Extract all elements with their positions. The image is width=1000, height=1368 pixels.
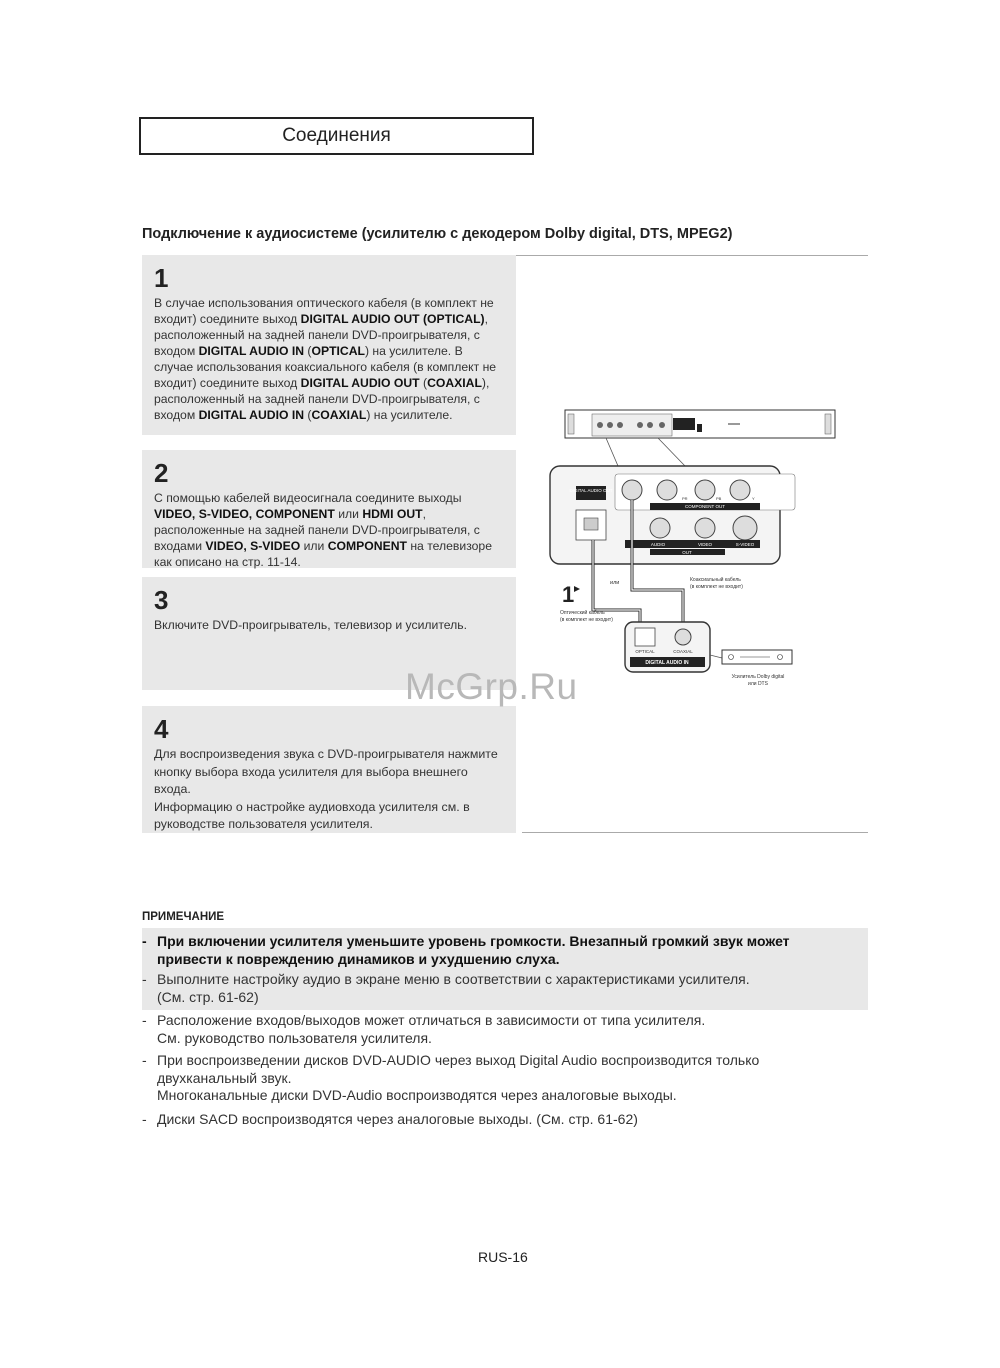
step-4-panel [142, 706, 516, 833]
coax-cable-note: (в комплект не входит) [690, 584, 743, 590]
audio-label: AUDIO [650, 542, 666, 547]
step-text: Включите DVD-проигрыватель, телевизор и усилитель. [154, 618, 468, 632]
amp-label: Усилитель Dolby digital [731, 674, 785, 680]
dvd-player-rear [565, 410, 835, 438]
component-out-label: COMPONENT OUT [685, 504, 725, 509]
amp-label-2: или DTS [748, 681, 768, 687]
step-1-panel [142, 255, 516, 435]
video-label: VIDEO [697, 542, 713, 547]
step-2-panel [142, 450, 516, 568]
bottom-divider [522, 832, 868, 833]
watermark: McGrp.Ru [405, 666, 578, 707]
zoomed-output-panel [550, 466, 795, 564]
step-text: В случае использования оптического кабеля (в комплект не входит) соедините выход DIGITAL AUDIO OUT (OPTICAL), расположенный на задней панели DVD-проигрывателя, с входом DIGITAL AUDIO IN (OPTICAL) на усилителе. В случае использования коаксиального кабеля (в комплект не входит) соедините выход DIGITAL AUDIO OUT (COAXIAL), расположенный на задней панели DVD-проигрывателя, с входом DIGITAL AUDIO IN (COAXIAL) на усилителе. [154, 296, 497, 422]
svideo-label: S-VIDEO [735, 542, 755, 547]
pr-label: PR [682, 496, 688, 501]
note-item: - Расположение входов/выходов может отличаться в зависимости от типа усилителя. См. руководство пользователя усилителя. [142, 1012, 706, 1046]
out-label: OUT [682, 550, 692, 555]
step-number: 1 [154, 263, 169, 293]
optical-label: OPTICAL [635, 649, 655, 654]
section-heading: Подключение к аудиосистеме (усилителю с декодером Dolby digital, DTS, MPEG2) [142, 226, 733, 242]
page-number: RUS-16 [478, 1249, 528, 1265]
top-divider [516, 255, 868, 256]
step-text: С помощью кабелей видеосигнала соедините выходы VIDEO, S-VIDEO, COMPONENT или HDMI OUT, расположенные на задней панели DVD-проигрывателя, с входами VIDEO, S-VIDEO или COMPONENT на телевизоре как описано на стр. 11-14. [154, 491, 492, 569]
note-item: - При включении усилителя уменьшите уровень громкости. Внезапный громкий звук может привести к повреждению динамиков и ухудшению слуха. [142, 933, 790, 967]
step-number: 4 [154, 714, 169, 744]
digital-audio-in-label: DIGITAL AUDIO IN [645, 660, 689, 666]
pb-label: PB [716, 496, 722, 501]
digital-audio-out-label: DIGITAL AUDIO OUT [569, 488, 613, 493]
step-text: Для воспроизведения звука с DVD-проигрывателя нажмите кнопку выбора входа усилителя для выбора внешнего входа. Информацию о настройке аудиовхода усилителя см. в руководстве пользователя усилителя. [154, 747, 498, 831]
step-number: 2 [154, 458, 169, 488]
step-marker-1: 1 [562, 582, 575, 607]
coax-cable-label: Коаксиальный кабель [690, 577, 741, 583]
note-item: - Выполните настройку аудио в экране меню в соответствии с характеристиками усилителя. (См. стр. 61-62) [142, 971, 750, 1005]
amplifier-input-panel [625, 622, 710, 672]
note-item: - При воспроизведении дисков DVD-AUDIO через выход Digital Audio воспроизводится только двухканальный звук. Многоканальные диски DVD-Audio воспроизводятся через аналоговые выходы. [142, 1052, 760, 1103]
optical-cable-note: (в комплект не входит) [560, 617, 613, 623]
coaxial-label: COAXIAL [673, 649, 693, 654]
optical-cable-label: Оптический кабель [560, 610, 605, 616]
page-title: Соединения [139, 117, 534, 155]
note-label: ПРИМЕЧАНИЕ [142, 911, 225, 923]
y-label: Y [752, 496, 755, 501]
or-label: или [610, 580, 620, 586]
connection-diagram [540, 400, 840, 700]
amplifier-device [722, 650, 792, 664]
arrow-right-icon [574, 586, 580, 592]
note-item: - Диски SACD воспроизводятся через аналоговые выходы. (См. стр. 61-62) [142, 1111, 638, 1127]
step-number: 3 [154, 585, 169, 615]
